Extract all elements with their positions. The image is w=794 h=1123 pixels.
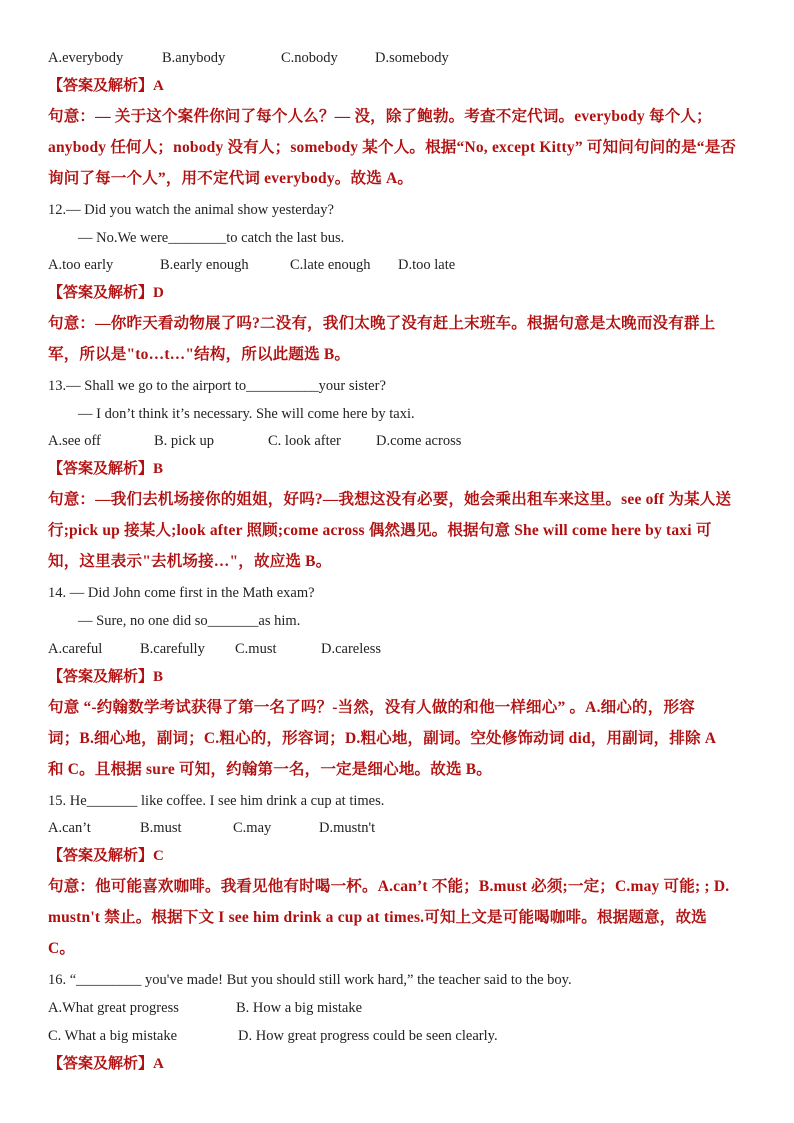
q11-option-d: D.somebody — [375, 50, 449, 66]
q14-explanation-line: 和 C。且根据 sure 可知，约翰第一名，一定是细心地。故选 B。 — [48, 761, 492, 778]
q13-options — [48, 431, 461, 451]
q13-explanation-line: 行;pick up 接某人;look after 照顾;come across 偶然遇见。根据句意 She will come here by taxi 可 — [48, 522, 712, 539]
answer-label: 【答案及解析】 — [48, 848, 154, 864]
q16-question: 16. “_________ you've made! But you should still work hard,” the teacher said to the boy. — [48, 972, 572, 988]
q12-options — [48, 255, 455, 275]
q13-question: 13.— Shall we go to the airport to__________your sister? — [48, 378, 386, 394]
q11-explanation-line: 句意：— 关于这个案件你问了每个人么？— 没，除了鲍勃。考查不定代词。everybody 每个人； — [48, 108, 712, 125]
answer-label: 【答案及解析】 — [48, 669, 154, 685]
q14-question: 14. — Did John come first in the Math exam? — [48, 585, 315, 601]
q12-explanation-line: 句意：—你昨天看动物展了吗?二没有，我们太晚了没有赶上末班车。根据句意是太晚而没有群上 — [48, 315, 716, 332]
q14-explanation-line: 句意 “-约翰数学考试获得了第一名了吗？-当然，没有人做的和他一样细心” 。A.细心的，形容 — [48, 699, 695, 716]
answer-letter: B — [153, 461, 164, 477]
q15-option-a: A.can’t — [48, 820, 91, 836]
answer-label: 【答案及解析】 — [48, 78, 154, 94]
q15-explanation-line: C。 — [48, 940, 76, 957]
q15-option-d: D.mustn't — [319, 820, 376, 836]
q11-explanation-line: anybody 任何人；nobody 没有人；somebody 某个人。根据“No, except Kitty” 可知问句问的是“是否 — [48, 139, 737, 156]
q16-option-c: C. What a big mistake — [48, 1028, 177, 1044]
q14-options — [48, 639, 381, 659]
q12-reply: — No.We were________to catch the last bus. — [78, 230, 345, 246]
answer-letter: D — [153, 285, 164, 301]
q14-explanation-line: 词；B.细心地，副词；C.粗心的，形容词；D.粗心地，副词。空处修饰动词 did，用副词，排除 A — [48, 730, 717, 747]
q13-option-d: D.come across — [376, 433, 462, 449]
q13-option-a: A.see off — [48, 433, 101, 449]
q15-answer — [48, 846, 164, 866]
q14-answer — [48, 667, 163, 687]
q15-option-b: B.must — [140, 820, 182, 836]
q15-options — [48, 818, 375, 838]
q13-explanation-line: 知，这里表示"去机场接…"，故应选 B。 — [48, 553, 332, 570]
q13-reply: — I don’t think it’s necessary. She will come here by taxi. — [78, 406, 415, 422]
q14-option-c: C.must — [235, 641, 277, 657]
q14-option-b: B.carefully — [140, 641, 205, 657]
q16-option-d: D. How great progress could be seen clearly. — [238, 1028, 498, 1044]
answer-letter: C — [153, 848, 164, 864]
q12-option-b: B.early enough — [160, 257, 249, 273]
q13-answer — [48, 459, 163, 479]
q11-option-a: A.everybody — [48, 50, 124, 66]
q11-option-c: C.nobody — [281, 50, 338, 66]
q15-option-c: C.may — [233, 820, 272, 836]
q13-explanation-line: 句意：—我们去机场接你的姐姐，好吗?—我想这没有必要，她会乘出租车来这里。see off 为某人送 — [48, 491, 732, 508]
q14-option-d: D.careless — [321, 641, 381, 657]
answer-letter: B — [153, 669, 164, 685]
q13-option-b: B. pick up — [154, 433, 215, 449]
q15-explanation-line: 句意：他可能喜欢咖啡。我看见他有时喝一杯。A.can’t 不能；B.must 必须;一定；C.may 可能; ; D. — [48, 878, 730, 895]
q12-option-a: A.too early — [48, 257, 114, 273]
answer-label: 【答案及解析】 — [48, 461, 154, 477]
q14-option-a: A.careful — [48, 641, 103, 657]
q16-options-row — [48, 998, 362, 1018]
q16-option-b: B. How a big mistake — [236, 1000, 363, 1016]
answer-label: 【答案及解析】 — [48, 285, 154, 301]
q12-explanation-line: 军，所以是"to…t…"结构，所以此题选 B。 — [48, 346, 351, 363]
q14-reply: — Sure, no one did so_______as him. — [78, 613, 301, 629]
q12-answer — [48, 283, 164, 303]
q16-answer — [48, 1054, 164, 1074]
q12-option-c: C.late enough — [290, 257, 371, 273]
q11-options — [48, 48, 449, 68]
q11-explanation-line: 询问了每一个人”，用不定代词 everybody。故选 A。 — [48, 170, 414, 187]
q12-question: 12.— Did you watch the animal show yesterday? — [48, 202, 334, 218]
q16-option-a: A.What great progress — [48, 1000, 179, 1016]
q15-question: 15. He_______ like coffee. I see him drink a cup at times. — [48, 793, 385, 809]
q15-explanation-line: mustn't 禁止。根据下文 I see him drink a cup at times.可知上文是可能喝咖啡。根据题意，故选 — [48, 909, 707, 926]
q11-answer — [48, 76, 164, 96]
q16-options-row — [48, 1026, 498, 1046]
q12-option-d: D.too late — [398, 257, 456, 273]
answer-letter: A — [153, 1056, 164, 1072]
answer-letter: A — [153, 78, 164, 94]
answer-label: 【答案及解析】 — [48, 1056, 154, 1072]
q13-option-c: C. look after — [268, 433, 341, 449]
q11-option-b: B.anybody — [162, 50, 226, 66]
